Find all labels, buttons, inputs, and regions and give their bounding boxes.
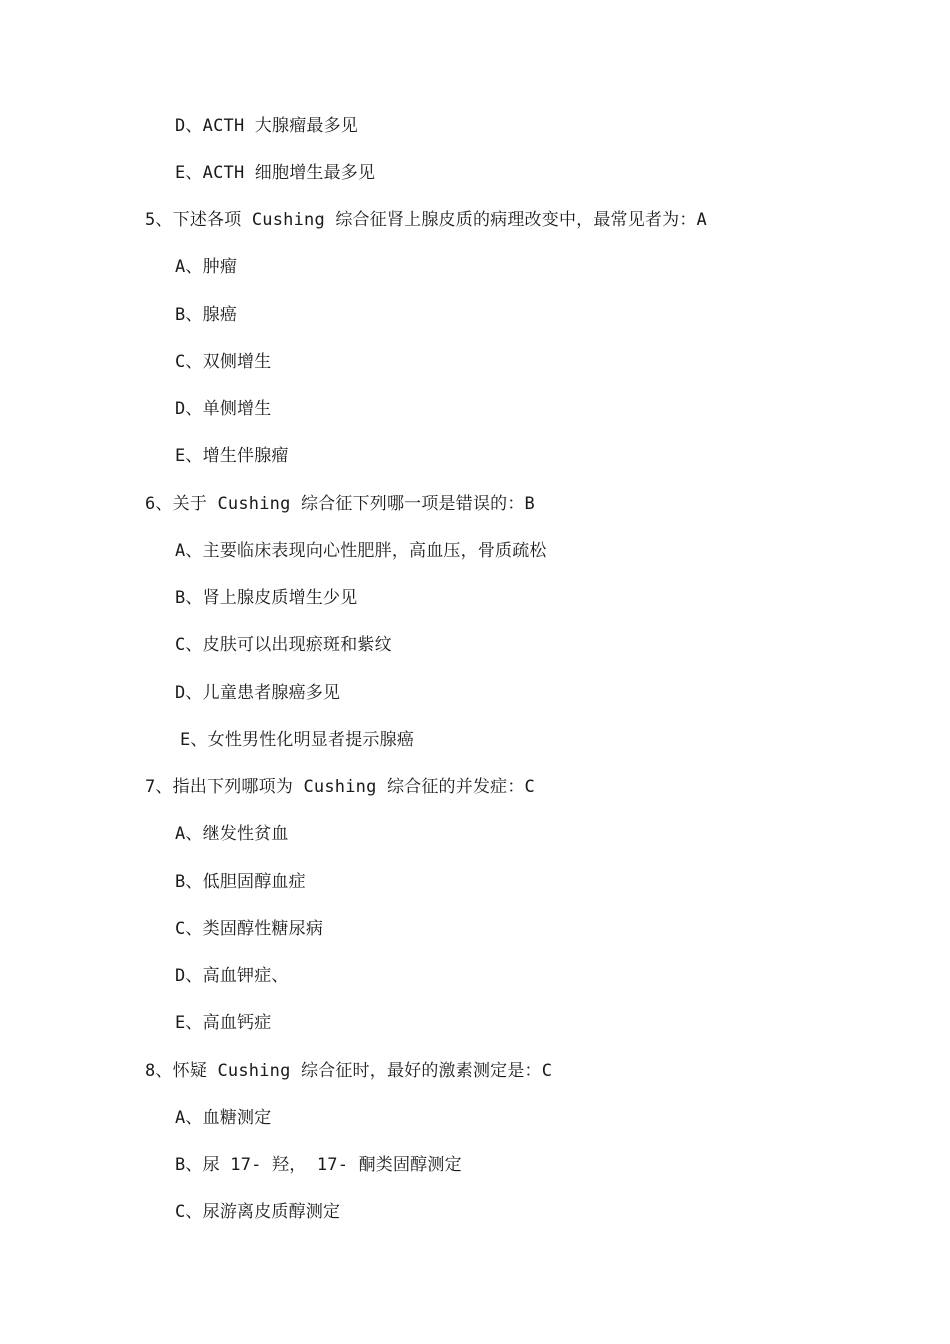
option-text: D、单侧增生 bbox=[175, 399, 272, 419]
question-text: 8、怀疑 Cushing 综合征时，最好的激素测定是：C bbox=[145, 1061, 553, 1081]
option-text: B、腺癌 bbox=[175, 305, 238, 325]
option-text: C、双侧增生 bbox=[175, 352, 272, 372]
option-text: D、高血钾症、 bbox=[175, 966, 289, 986]
option-text: E、女性男性化明显者提示腺癌 bbox=[180, 730, 415, 750]
option-text: D、ACTH 大腺瘤最多见 bbox=[175, 116, 359, 136]
question-text: 5、下述各项 Cushing 综合征肾上腺皮质的病理改变中，最常见者为：A bbox=[145, 210, 707, 230]
option-text: A、血糖测定 bbox=[175, 1108, 272, 1128]
option-text: E、高血钙症 bbox=[175, 1013, 272, 1033]
option-text: D、儿童患者腺癌多见 bbox=[175, 683, 341, 703]
option-text: A、主要临床表现向心性肥胖，高血压，骨质疏松 bbox=[175, 541, 547, 561]
option-text: C、皮肤可以出现瘀斑和紫纹 bbox=[175, 635, 392, 655]
question-text: 7、指出下列哪项为 Cushing 综合征的并发症：C bbox=[145, 777, 535, 797]
option-text: B、尿 17- 羟， 17- 酮类固醇测定 bbox=[175, 1155, 462, 1175]
option-text: E、ACTH 细胞增生最多见 bbox=[175, 163, 376, 183]
option-text: A、继发性贫血 bbox=[175, 824, 289, 844]
option-text: C、类固醇性糖尿病 bbox=[175, 919, 324, 939]
option-text: C、尿游离皮质醇测定 bbox=[175, 1202, 341, 1222]
question-text: 6、关于 Cushing 综合征下列哪一项是错误的：B bbox=[145, 494, 535, 514]
option-text: A、肿瘤 bbox=[175, 257, 238, 277]
option-text: B、肾上腺皮质增生少见 bbox=[175, 588, 358, 608]
option-text: B、低胆固醇血症 bbox=[175, 872, 306, 892]
option-text: E、增生伴腺瘤 bbox=[175, 446, 289, 466]
